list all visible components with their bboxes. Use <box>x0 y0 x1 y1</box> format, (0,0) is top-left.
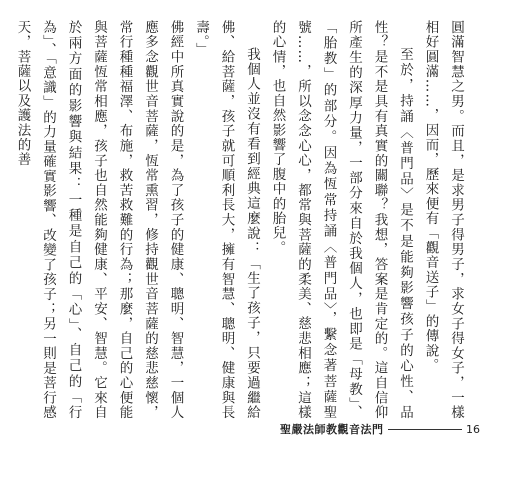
paragraph-1: 圓滿智慧之男。而且，是求男子得男子，求女子得女子，一樣相好圓滿……，因而，歷來便有「觀音送子」的傳說。 <box>422 20 464 420</box>
footer-rule-divider <box>388 429 463 430</box>
page-footer <box>280 420 480 438</box>
paragraph-4: 佛經中所真實說的是，為了孩子的健康、聰明、智慧，一個人應多念觀世音菩薩，恆常熏習，修持觀世音菩薩的慈悲慈懷，常行種種福澤、布施，救苦救難的行為；那麼，自己的心便能與菩薩恆常相應，孩子也自然能夠健康、平安、智慧。它來自於兩方面的影響與結果：一種是自己的「心」、自己的「行為」、「意識」的力量確實影響、改變了孩子；另一則是菩行感天，菩薩以及護法的善 <box>14 20 184 420</box>
page-number: 16 <box>466 422 480 436</box>
paragraph-2: 至於，持誦〈普門品〉是不是能夠影響孩子的心性、品性？是不是具有真實的關聯？我想，答案是肯定的。這自信仰所產生的深厚力量，一部分來自於我個人，也即是「母教」、「胎教」的部分。因為恆常持誦〈普門品〉，繫念著菩薩聖號……，所以念念心心，都常與菩薩的柔美、慈悲相應；這樣的心情，也自然影響了腹中的胎兒。 <box>269 20 413 420</box>
footer-book-title: 聖嚴法師教觀音法門 <box>280 423 384 436</box>
vertical-body-text <box>14 20 468 420</box>
paragraph-3: 我個人並沒有看到經典這麼說：「生了孩子，只要過繼給佛、給菩薩，孩子就可順利長大，擁有智慧、聰明、健康與長壽。」 <box>193 20 260 420</box>
